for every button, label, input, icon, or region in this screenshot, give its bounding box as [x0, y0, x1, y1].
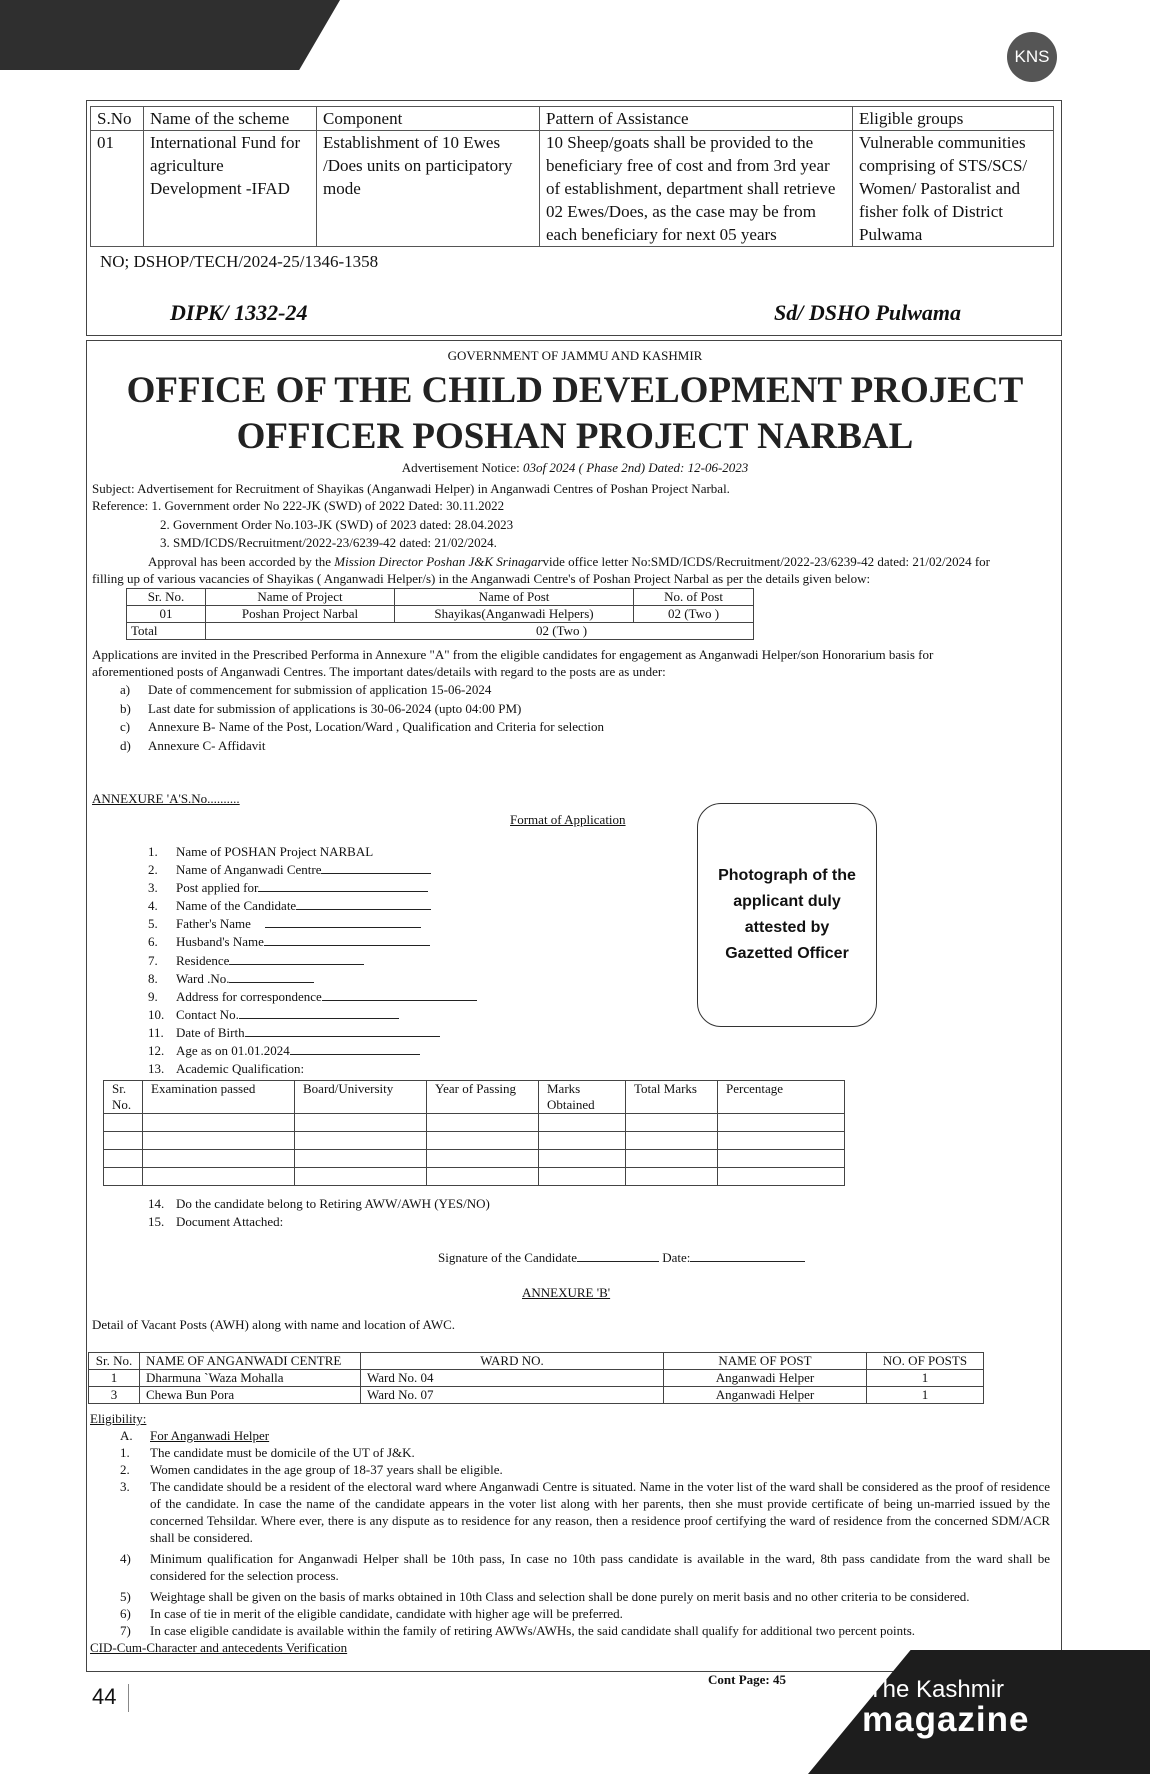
field-number: 12.: [148, 1043, 165, 1059]
table-cell: Anganwadi Helper: [664, 1387, 867, 1404]
field-number: 3.: [148, 880, 158, 896]
cid-heading: CID-Cum-Character and antecedents Verification: [90, 1640, 348, 1655]
applications-text-2: aforementioned posts of Anganwadi Centres. The important dates/details with regard to the posts are as under:: [92, 664, 666, 679]
list-marker: 7): [120, 1623, 131, 1638]
table-cell: 02 (Two ): [634, 606, 754, 623]
signature-line: [438, 1249, 805, 1266]
field-label: Academic Qualification:: [176, 1061, 305, 1077]
table-row: [127, 623, 754, 640]
list-text: Date of commencement for submission of application 15-06-2024: [148, 682, 492, 697]
table-cell: Shayikas(Anganwadi Helpers): [395, 606, 634, 623]
list-item: [90, 1444, 1050, 1461]
field-blank[interactable]: [239, 1006, 399, 1019]
list-marker: 4): [120, 1551, 131, 1566]
form-field[interactable]: [148, 897, 648, 915]
field-number: 5.: [148, 916, 158, 932]
date-blank[interactable]: [690, 1249, 805, 1262]
field-label: Father's Name: [176, 916, 251, 932]
table-header: No. of Post: [634, 589, 754, 606]
approval-text: [148, 553, 1052, 570]
top-corner-shape: [0, 0, 340, 70]
reference-3: 3. SMD/ICDS/Recruitment/2022-23/6239-42 dated: 21/02/2024.: [160, 535, 497, 550]
table-row[interactable]: [104, 1114, 845, 1132]
table-row[interactable]: [104, 1132, 845, 1150]
advertisement-notice: [0, 460, 1150, 476]
office-title-line2: OFFICER POSHAN PROJECT NARBAL: [236, 416, 914, 457]
field-number: 15.: [148, 1214, 165, 1229]
subject-line: Subject: Advertisement for Recruitment of Shayikas (Anganwadi Helper) in Anganwadi Centres of Poshan Project Narbal.: [92, 481, 730, 496]
list-text: In case eligible candidate is available within the family of retiring AWWs/AWHs, the said candidate shall qualify for additional two percent points.: [150, 1623, 916, 1638]
continued-page: Cont Page: 45: [708, 1672, 786, 1687]
table-header: Board/University: [295, 1081, 427, 1114]
dates-list: [120, 681, 820, 755]
list-marker: d): [120, 737, 131, 753]
table-row: [91, 107, 1054, 131]
government-heading: GOVERNMENT OF JAMMU AND KASHMIR: [447, 348, 703, 363]
table-row[interactable]: [104, 1150, 845, 1168]
form-field-14: [148, 1195, 490, 1212]
form-field[interactable]: [148, 1042, 648, 1060]
table-cell: Ward No. 07: [361, 1387, 664, 1404]
vacancy-table: [126, 588, 754, 640]
list-marker: 6): [120, 1606, 131, 1621]
form-field: [148, 1060, 648, 1078]
table-cell: 3: [89, 1387, 140, 1404]
vacant-posts-table: [88, 1352, 984, 1404]
field-number: 7.: [148, 952, 158, 968]
list-text: Last date for submission of applications is 30-06-2024 (upto 04:00 PM): [148, 700, 522, 716]
list-item: [90, 1622, 1050, 1639]
form-field[interactable]: [148, 1006, 648, 1024]
approval-text-2: filling up of various vacancies of Shayikas ( Anganwadi Helper/s) in the Anganwadi Centre's of Poshan Project Narbal as per the details given below:: [92, 571, 871, 586]
logo-line1: The Kashmir: [868, 1676, 1005, 1703]
reference-1: Reference: 1. Government order No 222-JK (SWD) of 2022 Dated: 30.11.2022: [92, 498, 505, 513]
qualification-table: [103, 1080, 845, 1186]
field-label: Post applied for: [176, 880, 259, 896]
table-cell: 1: [867, 1387, 984, 1404]
eligibility-sub: [90, 1427, 1050, 1444]
list-item: [120, 681, 820, 700]
field-label: Ward .No.: [176, 970, 230, 986]
notice-value: 03of 2024 ( Phase 2nd) Dated: 12-06-2023: [523, 460, 749, 475]
form-field[interactable]: [148, 879, 648, 897]
table-header: Name of Project: [206, 589, 395, 606]
table-cell: 02 (Two ): [206, 623, 754, 640]
list-item: [90, 1478, 1050, 1546]
list-text: Annexure B- Name of the Post, Location/Ward , Qualification and Criteria for selection: [148, 719, 604, 734]
field-label: Name of POSHAN Project NARBAL: [176, 844, 374, 859]
field-label: Date of Birth: [176, 1024, 245, 1040]
table-header: S.No: [91, 107, 144, 131]
signature-blank[interactable]: [577, 1249, 659, 1262]
list-item: [120, 700, 820, 719]
field-number: 14.: [148, 1196, 165, 1211]
field-blank[interactable]: [265, 915, 421, 928]
form-field[interactable]: [148, 970, 648, 988]
form-field[interactable]: [148, 1024, 648, 1042]
form-field[interactable]: [148, 933, 648, 951]
table-row: [104, 1081, 845, 1114]
field-blank[interactable]: [321, 861, 431, 874]
table-cell: International Fund for agriculture Development -IFAD: [144, 131, 317, 247]
field-label: Name of the Candidate: [176, 898, 297, 914]
field-number: 4.: [148, 898, 158, 914]
signature-label: Signature of the Candidate: [438, 1250, 577, 1265]
table-header: Year of Passing: [427, 1081, 539, 1114]
field-blank[interactable]: [258, 879, 428, 892]
form-field[interactable]: [148, 988, 648, 1006]
field-blank[interactable]: [290, 1042, 420, 1055]
field-number: 6.: [148, 934, 158, 950]
table-row[interactable]: [104, 1168, 845, 1186]
table-row: [89, 1370, 984, 1387]
kns-badge: KNS: [1007, 32, 1057, 82]
list-item: [90, 1588, 1050, 1605]
form-field[interactable]: [148, 915, 648, 933]
annexure-a-heading: ANNEXURE 'A'S.No..........: [92, 791, 240, 806]
dipk-number: DIPK/ 1332-24: [170, 300, 308, 325]
field-label: Residence: [176, 952, 230, 968]
field-blank[interactable]: [296, 897, 431, 910]
approval-authority: Mission Director Poshan J&K Srinagar: [334, 554, 543, 569]
table-header: Total Marks: [626, 1081, 718, 1114]
table-header: Name of Post: [395, 589, 634, 606]
table-header: Percentage: [718, 1081, 845, 1114]
list-text: The candidate should be a resident of the electoral ward where Anganwadi Centre is situated. Name in the voter list of the ward shall be considered as the proof of residence of the candidate. In case the name of the candidate appears in the voter list along with her parents, then she must provide certificate of being un-married issued by the concerned Tehsildar. Where ever, there is any dispute as to residence for any reason, then a residence proof certifying the ward of residence from the concerned SDM/ACR shall be considered.: [150, 1479, 1050, 1545]
signed-by: Sd/ DSHO Pulwama: [774, 300, 962, 325]
eligibility-title: Eligibility:: [90, 1411, 147, 1426]
table-row: [89, 1387, 984, 1404]
list-item: [120, 737, 820, 756]
format-title: Format of Application: [510, 812, 626, 827]
field-blank[interactable]: [245, 1024, 440, 1037]
field-blank[interactable]: [264, 933, 430, 946]
vacant-posts-title: Detail of Vacant Posts (AWH) along with name and location of AWC.: [92, 1317, 456, 1332]
list-item: [120, 718, 820, 737]
table-header: Marks Obtained: [539, 1081, 626, 1114]
logo-line2: magazine: [862, 1700, 1030, 1739]
table-cell: Vulnerable communities comprising of STS/SCS/ Women/ Pastoralist and fisher folk of District Pulwama: [853, 131, 1054, 247]
table-header: Sr. No.: [127, 589, 206, 606]
list-item: [90, 1461, 1050, 1478]
field-number: 10.: [148, 1006, 165, 1022]
table-header: Examination passed: [143, 1081, 295, 1114]
reference-2: 2. Government Order No.103-JK (SWD) of 2023 dated: 28.04.2023: [160, 517, 514, 532]
form-field[interactable]: [148, 952, 648, 970]
field-blank[interactable]: [322, 988, 477, 1001]
field-label: Address for correspondence: [176, 988, 322, 1004]
approval-part: vide office letter No:SMD/ICDS/Recruitment/2022-23/6239-42 dated: 21/02/2024 for: [542, 554, 990, 569]
table-cell: Poshan Project Narbal: [206, 606, 395, 623]
date-label: Date:: [662, 1250, 691, 1265]
table-row: [91, 131, 1054, 247]
field-number: 9.: [148, 988, 158, 1004]
table-header: NAME OF POST: [664, 1353, 867, 1370]
page-divider: [128, 1684, 129, 1712]
list-marker: 1.: [120, 1445, 130, 1460]
table-cell: 01: [91, 131, 144, 247]
table-cell: Dharmuna `Waza Mohalla: [140, 1370, 361, 1387]
scheme-table: [90, 106, 1054, 247]
field-number: 2.: [148, 862, 158, 878]
list-marker: 3.: [120, 1479, 130, 1494]
application-form-fields: [148, 843, 648, 1078]
table-header: Sr. No.: [89, 1353, 140, 1370]
field-number: 8.: [148, 970, 158, 986]
table-header: Pattern of Assistance: [540, 107, 853, 131]
list-marker: c): [120, 719, 131, 734]
table-header: Sr. No.: [104, 1081, 143, 1114]
field-label: Name of Anganwadi Centre: [176, 862, 322, 878]
list-text: Weightage shall be given on the basis of marks obtained in 10th Class and selection shall be done purely on merit basis and no other criteria to be considered.: [150, 1589, 970, 1604]
list-marker: 2.: [120, 1462, 130, 1477]
list-text: For Anganwadi Helper: [150, 1428, 270, 1443]
field-label: Contact No.: [176, 1006, 239, 1022]
table-header: Name of the scheme: [144, 107, 317, 131]
list-text: In case of tie in merit of the eligible candidate, candidate with higher age will be preferred.: [150, 1606, 623, 1621]
applications-text: Applications are invited in the Prescribed Performa in Annexure "A" from the eligible candidates for engagement as Anganwadi Helper/son Honorarium basis for: [92, 647, 934, 662]
list-marker: A.: [120, 1428, 133, 1443]
photograph-box[interactable]: Photograph of the applicant duly attested by Gazetted Officer: [697, 803, 877, 1027]
list-item: [90, 1605, 1050, 1622]
table-cell: Anganwadi Helper: [664, 1370, 867, 1387]
field-number: 11.: [148, 1024, 164, 1040]
field-number: 1.: [148, 844, 158, 859]
table-cell: 10 Sheep/goats shall be provided to the beneficiary free of cost and from 3rd year of establishment, department shall retrieve 02 Ewes/Does, as the case may be from each beneficiary for next 05 years: [540, 131, 853, 247]
list-text: Minimum qualification for Anganwadi Helper shall be 10th pass, In case no 10th pass candidate is available in the ward, 8th pass candidate from the ward shall be considered for the selection process.: [150, 1551, 1050, 1583]
office-title-line1: OFFICE OF THE CHILD DEVELOPMENT PROJECT: [126, 370, 1024, 411]
table-cell: Total: [127, 623, 206, 640]
field-label: Age as on 01.01.2024: [176, 1043, 290, 1059]
field-number: 13.: [148, 1061, 165, 1077]
eligibility-section: [90, 1410, 1050, 1656]
page-number: 44: [92, 1684, 117, 1709]
approval-part: Approval has been accorded by the: [148, 554, 332, 569]
form-field[interactable]: [148, 861, 648, 879]
list-marker: b): [120, 700, 131, 716]
table-row: [127, 589, 754, 606]
table-cell: Establishment of 10 Ewes /Does units on participatory mode: [317, 131, 540, 247]
table-cell: Chewa Bun Pora: [140, 1387, 361, 1404]
table-cell: 1: [867, 1370, 984, 1387]
field-blank[interactable]: [229, 952, 364, 965]
table-cell: 01: [127, 606, 206, 623]
notice-label: Advertisement Notice:: [401, 460, 520, 475]
table-row: [127, 606, 754, 623]
form-field[interactable]: [148, 843, 648, 861]
field-label: Husband's Name: [176, 934, 264, 950]
table-row: [89, 1353, 984, 1370]
form-field-15: [148, 1213, 283, 1230]
table-header: Component: [317, 107, 540, 131]
annexure-b-heading: ANNEXURE 'B': [522, 1285, 611, 1300]
table-header: WARD NO.: [361, 1353, 664, 1370]
table-header: NAME OF ANGANWADI CENTRE: [140, 1353, 361, 1370]
field-label: Do the candidate belong to Retiring AWW/AWH (YES/NO): [176, 1196, 490, 1211]
list-marker: 5): [120, 1589, 131, 1604]
table-header: Eligible groups: [853, 107, 1054, 131]
table-header: NO. OF POSTS: [867, 1353, 984, 1370]
field-blank[interactable]: [229, 970, 314, 983]
table-cell: 1: [89, 1370, 140, 1387]
field-label: Document Attached:: [176, 1214, 284, 1229]
office-title: [0, 368, 1150, 460]
list-marker: a): [120, 682, 131, 697]
list-text: Annexure C- Affidavit: [148, 737, 266, 753]
table-cell: Ward No. 04: [361, 1370, 664, 1387]
list-text: The candidate must be domicile of the UT of J&K.: [150, 1445, 415, 1460]
list-item: [90, 1550, 1050, 1584]
reference-number: NO; DSHOP/TECH/2024-25/1346-1358: [100, 252, 379, 271]
list-text: Women candidates in the age group of 18-37 years shall be eligible.: [150, 1462, 503, 1477]
